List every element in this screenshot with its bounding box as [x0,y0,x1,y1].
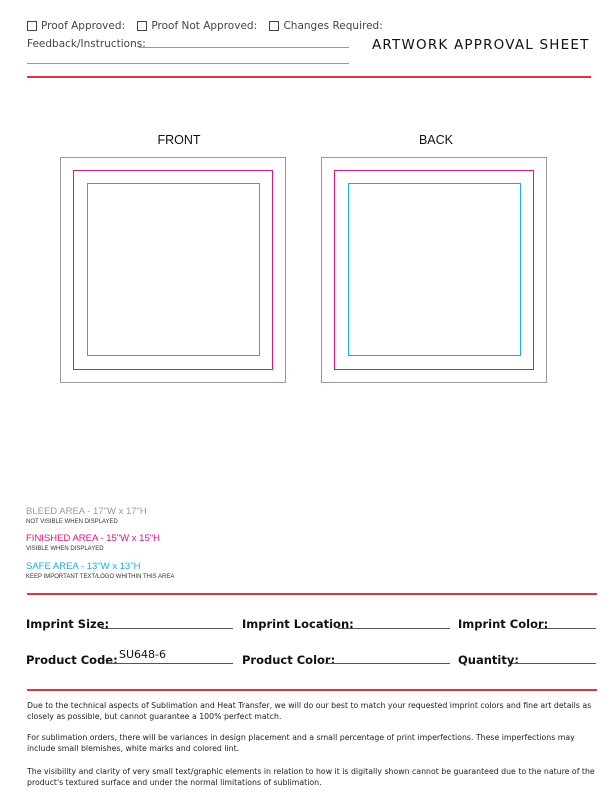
sheet-title: ARTWORK APPROVAL SHEET [372,37,590,53]
proof-not-approved-option[interactable] [137,20,260,32]
imprint-size-label: Imprint Size: [26,617,110,631]
imprint-color-field[interactable] [537,628,596,629]
product-color-label: Product Color: [242,653,336,667]
imprint-size-field[interactable] [101,628,233,629]
approval-options [27,20,392,32]
proof-approved-label: Proof Approved: [41,20,126,32]
quantity-field[interactable] [512,663,596,664]
back-label: BACK [418,133,454,147]
header-divider [27,76,591,78]
feedback-line-2[interactable] [27,63,349,64]
imprint-color-label: Imprint Color: [458,617,549,631]
bleed-legend-subtitle: NOT VISIBLE WHEN DISPLAYED [26,519,118,525]
product-code-label: Product Code: [26,653,118,667]
product-code-field[interactable] [106,663,233,664]
legend-divider [27,593,597,595]
finished-legend-title: FINISHED AREA - 15"W x 15"H [26,533,160,544]
proof-not-approved-label: Proof Not Approved: [151,20,258,32]
fields-divider [27,689,597,691]
front-safe-area [87,183,260,356]
safe-legend-subtitle: KEEP IMPORTANT TEXT/LOGO WHITHIN THIS AREA [26,574,175,580]
proof-approved-option[interactable] [27,20,128,32]
imprint-location-label: Imprint Location: [242,617,354,631]
finished-legend-subtitle: VISIBLE WHEN DISPLAYED [26,546,104,552]
feedback-label: Feedback/Instructions: [27,38,146,50]
front-label: FRONT [157,133,201,147]
imprint-location-field[interactable] [338,628,450,629]
note-color-match: Due to the technical aspects of Sublimation and Heat Transfer, we will do our best to match your requested imprint colors and fine art details as closely as possible, but cannot guarantee a 100% perfect match. [27,701,592,722]
note-placement-variance: For sublimation orders, there will be variances in design placement and a small percentage of print imperfections. These imperfections may include small blemishes, white marks and colored lint. [27,733,575,754]
safe-legend-title: SAFE AREA - 13"W x 13"H [26,561,141,572]
quantity-label: Quantity: [458,653,519,667]
bleed-legend-title: BLEED AREA - 17"W x 17"H [26,506,147,517]
product-color-field[interactable] [325,663,450,664]
back-safe-area [348,183,521,356]
proof-not-approved-checkbox[interactable] [137,21,147,31]
product-code-value: SU648-6 [119,648,166,661]
proof-approved-checkbox[interactable] [27,21,37,31]
note-small-text: The visibility and clarity of very small text/graphic elements in relation to how it is digitally shown cannot be guaranteed due to the nature of the product's textured surface and under the normal limitations of sublimation. [27,767,595,788]
changes-required-option[interactable] [269,20,382,32]
changes-required-label: Changes Required: [283,20,383,32]
changes-required-checkbox[interactable] [269,21,279,31]
feedback-line-1[interactable] [139,47,349,48]
